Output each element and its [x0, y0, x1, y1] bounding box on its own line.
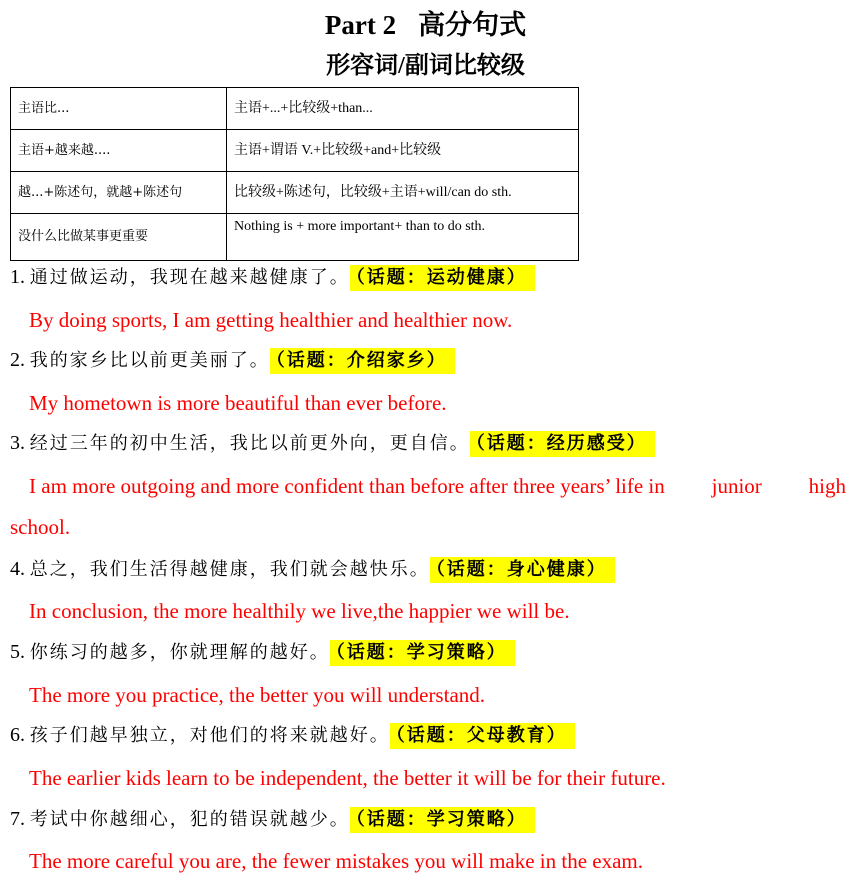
- topic-tag: （话题：学习策略）: [350, 807, 535, 833]
- topic-tag: （话题：父母教育）: [390, 723, 575, 749]
- translation-text: junior: [711, 474, 762, 498]
- item-number: 2.: [10, 349, 25, 371]
- table-row: [11, 130, 579, 172]
- translation-text: I am more outgoing and more confident than before after three years’ life in: [29, 474, 665, 498]
- example-item-5: [10, 637, 515, 668]
- table-row: [11, 214, 579, 261]
- chinese-sentence: 孩子们越早独立，对他们的将来就越好。: [29, 725, 390, 746]
- table-row: [11, 172, 579, 214]
- item-number: 3.: [10, 432, 25, 454]
- pattern-cn-cell: 越...+陈述句，就越+陈述句: [11, 172, 227, 214]
- item-number: 4.: [10, 558, 25, 580]
- pattern-structure-cell: 主语+...+比较级+than...: [227, 88, 579, 130]
- pattern-cn-cell: 没什么比做某事更重要: [11, 214, 227, 261]
- pattern-structure-cell: 主语+谓语 V.+比较级+and+比较级: [227, 130, 579, 172]
- translation-text: school.: [10, 515, 71, 539]
- page-title: [0, 8, 851, 42]
- english-translation: My hometown is more beautiful than ever before.: [29, 391, 447, 415]
- item-number: 5.: [10, 641, 25, 663]
- pattern-cn-cell: 主语比...: [11, 88, 227, 130]
- topic-tag: （话题：学习策略）: [330, 640, 515, 666]
- section-subtitle: 形容词/副词比较级: [326, 53, 525, 79]
- topic-tag: （话题：介绍家乡）: [270, 348, 455, 374]
- pattern-cn-cell: 主语+越来越....: [11, 130, 227, 172]
- part-number: Part 2: [324, 10, 397, 40]
- chinese-sentence: 通过做运动，我现在越来越健康了。: [29, 267, 350, 288]
- example-item-4: [10, 554, 615, 585]
- english-translation: The more careful you are, the fewer mistakes you will make in the exam.: [29, 849, 644, 873]
- english-translation: The more you practice, the better you will understand.: [29, 683, 486, 707]
- english-translation: The earlier kids learn to be independent, the better it will be for their future.: [29, 766, 666, 790]
- topic-tag: （话题：运动健康）: [350, 265, 535, 291]
- example-item-6: [10, 720, 575, 751]
- item-number: 6.: [10, 724, 25, 746]
- english-translation: [10, 466, 846, 548]
- chinese-sentence: 考试中你越细心，犯的错误就越少。: [29, 809, 350, 830]
- example-item-7: [10, 804, 535, 835]
- english-translation: By doing sports, I am getting healthier and healthier now.: [29, 308, 513, 332]
- example-item-3: [10, 428, 655, 459]
- item-number: 1.: [10, 266, 25, 288]
- chinese-sentence: 经过三年的初中生活，我比以前更外向，更自信。: [29, 433, 470, 454]
- example-item-2: [10, 345, 455, 376]
- example-item-1: [10, 262, 535, 293]
- chinese-sentence: 你练习的越多，你就理解的越好。: [29, 642, 330, 663]
- pattern-structure-cell: Nothing is + more important+ than to do sth.: [227, 214, 579, 261]
- chinese-sentence: 总之，我们生活得越健康，我们就会越快乐。: [29, 559, 430, 580]
- part-title: 高分句式: [418, 10, 527, 40]
- topic-tag: （话题：身心健康）: [430, 557, 615, 583]
- item-number: 7.: [10, 808, 25, 830]
- table-row: [11, 88, 579, 130]
- topic-tag: （话题：经历感受）: [470, 431, 655, 457]
- chinese-sentence: 我的家乡比以前更美丽了。: [29, 350, 270, 371]
- translation-text: high: [808, 474, 846, 498]
- english-translation: In conclusion, the more healthily we live,the happier we will be.: [29, 599, 570, 623]
- grammar-pattern-table: [10, 87, 579, 261]
- pattern-structure-cell: 比较级+陈述句，比较级+主语+will/can do sth.: [227, 172, 579, 214]
